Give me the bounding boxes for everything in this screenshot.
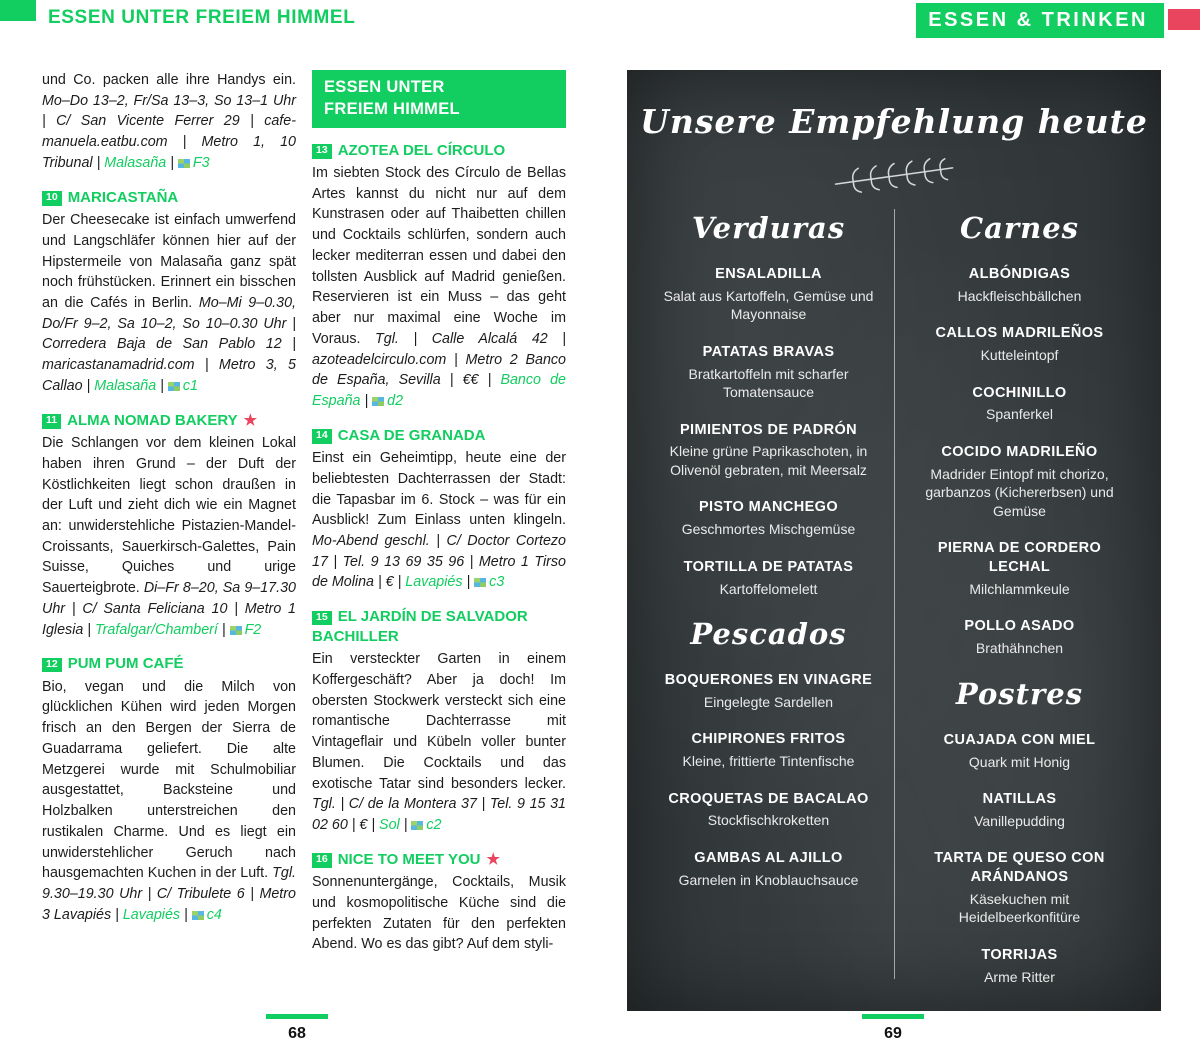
menu-item <box>910 443 1129 520</box>
body-text-segment: | <box>156 377 168 394</box>
menu-item-name: PIMIENTOS DE PADRÓN <box>679 421 858 438</box>
listings-column-2 <box>312 70 566 1008</box>
entry-number-badge: 15 <box>312 611 332 626</box>
menu-item-description: Stockfischkroketten <box>707 812 830 829</box>
menu-item <box>659 421 878 480</box>
menu-section-heading: Postres <box>955 676 1084 711</box>
body-text-segment: Ein versteckter Garten in einem Koffergeschäft? Aber ja doch! Im obersten Stockwerk versteckt sich eine romantische Dachterrasse mit Vintageflair und Kübeln voller bunter Blumen. Die Cocktails und das exotische Tatar sind besonders lecker. <box>312 651 566 792</box>
entry-title: 12 PUM PUM CAFÉ <box>42 654 296 674</box>
entry-number-badge: 10 <box>42 191 62 206</box>
district-label: Trafalgar/Chamberí <box>95 621 218 638</box>
map-grid-icon <box>168 377 180 398</box>
entry-title: 13 AZOTEA DEL CÍRCULO <box>312 141 566 161</box>
entry-body <box>42 70 296 175</box>
menu-item-description: Kartoffelomelett <box>719 580 818 597</box>
listings-column-1 <box>42 70 296 1008</box>
menu-item-description: Eingelegte Sardellen <box>703 693 834 710</box>
map-reference: F2 <box>230 622 262 638</box>
menu-item <box>659 498 878 538</box>
menu-item-name: ALBÓNDIGAS <box>968 266 1071 282</box>
map-reference: c2 <box>411 817 441 833</box>
entry-title: 15 EL JARDÍN DE SALVADOR BACHILLER <box>312 608 528 645</box>
entry-body <box>312 872 566 955</box>
body-text-segment: Der Cheesecake ist einfach umwerfend und Langschläfer können hier auf der Hipstermeile von Malasaña ganz spät noch frühstücken. Erinnert ein bisschen an die Cafés in Berlin. <box>42 212 296 311</box>
body-text-segment: Bio, vegan und die Milch von glücklichen Kühen wird jeden Morgen frisch an den Bergen der Sierra de Guadarrama geliefert. Die alte Metzgerei wurde mit Schulmobiliar ausgestattet, Backsteine und Holzbalken unterstreichen den rustikalen Charme. Und es liegt ein unwiderstehlicher Geruch nach hausgemachten Kuchen in der Luft. <box>42 678 296 882</box>
listing-entry <box>42 188 296 398</box>
body-text-segment: Di–Fr 8–20, Sa 9–17.30 Uhr | C/ Santa Feliciana 10 | Metro 1 Iglesia | <box>42 580 297 638</box>
menu-item <box>910 849 1129 927</box>
menu-item <box>910 731 1129 771</box>
menu-item-description: Arme Ritter <box>984 968 1055 985</box>
map-reference: F3 <box>178 155 210 171</box>
body-text-segment: Tgl. 9.30–19.30 Uhr | C/ Tribulete 6 | Metro 3 Lavapiés | <box>42 865 296 923</box>
menu-item-description: Bratkartoffeln mit scharfer Tomatensauce <box>688 365 849 401</box>
menu-section-heading: Carnes <box>959 211 1079 245</box>
menu-item-description: Kleine grüne Paprikaschoten, in Olivenöl gebraten, mit Meersalz <box>669 443 868 478</box>
entry-body <box>42 433 296 641</box>
page-number-left-value: 68 <box>288 1025 306 1042</box>
entry-title: 10 MARICASTAÑA <box>42 188 296 208</box>
menu-item-description: Quark mit Honig <box>968 753 1071 770</box>
entry-body <box>42 210 296 397</box>
menu-item <box>910 265 1129 305</box>
menu-item-name: GAMBAS AL AJILLO <box>694 849 843 866</box>
map-grid-icon <box>474 573 486 594</box>
laurel-branch-icon <box>819 157 969 193</box>
menu-item-name: TORTILLA DE PATATAS <box>683 558 854 575</box>
body-text-segment: Im siebten Stock des Círculo de Bellas Artes kannst du nicht nur auf dem Kunstrasen oder auf Thaibetten chillen und Cocktails schlürfen, sondern auch lecker mediterran essen und dabei den tollsten Ausblick auf Madrid genießen. Reservieren ist ein Muss – das geht aber nur maximal eine Woche im Voraus. <box>312 165 566 347</box>
favorite-star-icon: ★ <box>486 850 500 868</box>
menu-item-name: COCIDO MADRILEÑO <box>941 443 1098 460</box>
listing-entry <box>42 654 296 926</box>
district-label: Banco de España <box>312 372 566 409</box>
menu-section-heading: Verduras <box>691 211 846 245</box>
body-text-segment: | <box>217 621 230 638</box>
menu-column <box>894 203 1145 1005</box>
body-text-segment: Einst ein Geheimtipp, heute eine der beliebtesten Dachterrassen der Stadt: die Tapasbar im 6. Stock – was für ein Ausblick! Zum Einlass unten klingeln. <box>312 450 566 529</box>
district-label: Malasaña <box>94 377 157 394</box>
menu-item-description: Salat aus Kartoffeln, Gemüse und Mayonnaise <box>663 287 874 323</box>
map-reference: c3 <box>474 574 504 590</box>
menu-item-description: Kutteleintopf <box>980 347 1059 364</box>
district-label: Lavapiés <box>405 574 463 591</box>
page-number-right-value: 69 <box>884 1025 902 1042</box>
menu-item <box>659 849 878 889</box>
menu-item-description: Madrider Eintopf mit chorizo, garbanzos (Kichererbsen) und Gemüse <box>925 465 1114 519</box>
menu-item <box>659 265 878 324</box>
menu-item-name: PIERNA DE CORDERO LECHAL <box>937 540 1102 576</box>
map-grid-icon <box>372 392 384 413</box>
entry-body <box>312 163 566 413</box>
section-header-banner: ESSEN UNTER FREIEM HIMMEL <box>312 70 566 128</box>
header-left-accent-bar <box>0 0 36 21</box>
entry-body <box>312 649 566 836</box>
menu-item <box>910 324 1129 364</box>
menu-item <box>659 343 878 402</box>
entry-title: 16 NICE TO MEET YOU ★ <box>312 850 566 870</box>
header-left-title: ESSEN UNTER FREIEM HIMMEL <box>48 7 356 28</box>
page-number-right <box>858 1014 928 1043</box>
entry-title: 11 ALMA NOMAD BAKERY ★ <box>42 411 296 431</box>
body-text-segment: und Co. packen alle ihre Handys ein. <box>42 72 296 88</box>
entry-title: 14 CASA DE GRANADA <box>312 426 566 446</box>
chalkboard-menu <box>627 70 1161 1011</box>
entry-number-badge: 11 <box>42 414 61 429</box>
page-number-accent-bar <box>266 1014 328 1019</box>
listing-entry <box>42 70 296 175</box>
body-text-segment: | <box>360 392 373 409</box>
menu-item-name: CUAJADA CON MIEL <box>943 731 1096 748</box>
menu-item-name: CALLOS MADRILEÑOS <box>935 325 1104 342</box>
body-text-segment: Sonnenuntergänge, Cocktails, Musik und kosmopolitische Küche sind die perfekten Zutaten für den perfekten Abend. Wo es das gibt? Auf dem styli- <box>312 874 566 953</box>
menu-item-name: PISTO MANCHEGO <box>698 499 839 516</box>
body-text-segment: Mo–Do 13–2, Fr/Sa 13–3, So 13–1 Uhr | C/ San Vicente Ferrer 29 | cafe-manuela.eatbu.com | Metro 1, 10 Tribunal | <box>42 92 296 171</box>
menu-item-description: Spanferkel <box>986 406 1053 423</box>
menu-item <box>659 730 878 770</box>
body-text-segment: Die Schlangen vor dem kleinen Lokal haben ihren Grund – der Duft der Köstlichkeiten liegt schon draußen in der Luft und zieht dich wie ein Magnet an: unwiderstehliche Pistazien-Mandel-Croissants, Sauerkirsch-Galettes, Pain Suisse, Quiches und urige Sauerteigbrote. <box>42 435 296 597</box>
entry-number-badge: 14 <box>312 429 332 444</box>
menu-item-name: TARTA DE QUESO CON ARÁNDANOS <box>934 850 1105 886</box>
body-text-segment: Tgl. | C/ de la Montera 37 | Tel. 9 15 31 02 60 | € | <box>312 796 566 833</box>
menu-item <box>910 946 1129 986</box>
menu-item <box>910 384 1129 424</box>
menu-item <box>910 790 1129 830</box>
body-text-segment: | <box>166 154 178 171</box>
map-grid-icon <box>192 906 204 927</box>
menu-item-name: CHIPIRONES FRITOS <box>691 731 846 748</box>
menu-section-heading: Pescados <box>690 616 847 651</box>
entry-body <box>312 448 566 594</box>
header-right-title-box <box>916 3 1164 38</box>
menu-item-name: POLLO ASADO <box>964 618 1075 635</box>
district-label: Lavapiés <box>122 906 181 923</box>
menu-item-description: Brathähnchen <box>975 640 1064 657</box>
listing-entry <box>312 141 566 413</box>
menu-item-description: Kleine, frittierte Tintenfische <box>682 753 855 770</box>
entry-number-badge: 13 <box>312 144 332 159</box>
menu-columns <box>627 195 1161 1005</box>
menu-item <box>659 790 878 830</box>
menu-item-description: Garnelen in Knoblauchsauce <box>678 871 859 888</box>
body-text-segment: Tgl. | Calle Alcalá 42 | azoteadelcirculo.com | Metro 2 Banco de España, Sevilla | €€ | <box>312 330 566 389</box>
map-reference: c4 <box>192 907 222 923</box>
menu-item-name: ENSALADILLA <box>715 266 822 282</box>
page-number-left <box>262 1014 332 1043</box>
menu-item <box>659 671 878 711</box>
menu-item-name: BOQUERONES EN VINAGRE <box>664 671 873 688</box>
entry-body <box>42 677 296 927</box>
body-text-segment: | <box>180 906 192 923</box>
favorite-star-icon: ★ <box>243 411 258 429</box>
menu-item-name: CROQUETAS DE BACALAO <box>668 790 869 807</box>
entry-number-badge: 16 <box>312 853 332 868</box>
district-label: Malasaña <box>104 154 167 171</box>
map-grid-icon <box>230 621 242 642</box>
district-label: Sol <box>379 816 400 833</box>
menu-item <box>910 539 1129 598</box>
map-grid-icon <box>411 816 423 837</box>
page-number-accent-bar <box>862 1014 924 1019</box>
body-text-segment: Mo–Mi 9–0.30, Do/Fr 9–2, Sa 10–2, So 10–0.30 Uhr | Corredera Baja de San Pablo 12 | maricastanamadrid.com | Metro 3, 5 Callao | <box>42 294 296 394</box>
header-right-title: ESSEN & TRINKEN <box>928 9 1148 31</box>
menu-item-description: Milchlammkeule <box>969 580 1070 597</box>
map-reference: c1 <box>168 378 198 394</box>
body-text-segment: Mo-Abend geschl. | C/ Doctor Cortezo 17 | Tel. 9 13 69 35 96 | Metro 1 Tirso de Molina | € | <box>312 533 566 591</box>
listing-entry <box>42 411 296 642</box>
listing-entry <box>312 426 566 595</box>
listing-entry <box>312 607 566 836</box>
header-right-accent-bar <box>1168 9 1200 30</box>
menu-item-description: Vanillepudding <box>974 812 1065 829</box>
listing-entry <box>312 850 566 955</box>
menu-item-description: Käsekuchen mit Heidelbeerkonfitüre <box>958 890 1081 926</box>
menu-item-name: TORRIJAS <box>981 946 1058 963</box>
entry-number-badge: 12 <box>42 658 62 673</box>
menu-item-description: Hackfleischbällchen <box>957 287 1082 304</box>
listings-page <box>42 70 566 1008</box>
menu-title: Unsere Empfehlung heute <box>640 102 1148 141</box>
menu-item-name: PATATAS BRAVAS <box>702 343 835 360</box>
menu-item-description: Geschmortes Mischgemüse <box>681 521 856 538</box>
menu-item <box>659 558 878 598</box>
body-text-segment: | <box>399 816 412 833</box>
map-grid-icon <box>178 154 190 175</box>
menu-column <box>643 203 894 1005</box>
menu-item <box>910 617 1129 657</box>
menu-item-name: NATILLAS <box>982 790 1057 807</box>
map-reference: d2 <box>372 393 403 409</box>
menu-item-name: COCHINILLO <box>972 384 1067 401</box>
body-text-segment: | <box>462 574 475 591</box>
